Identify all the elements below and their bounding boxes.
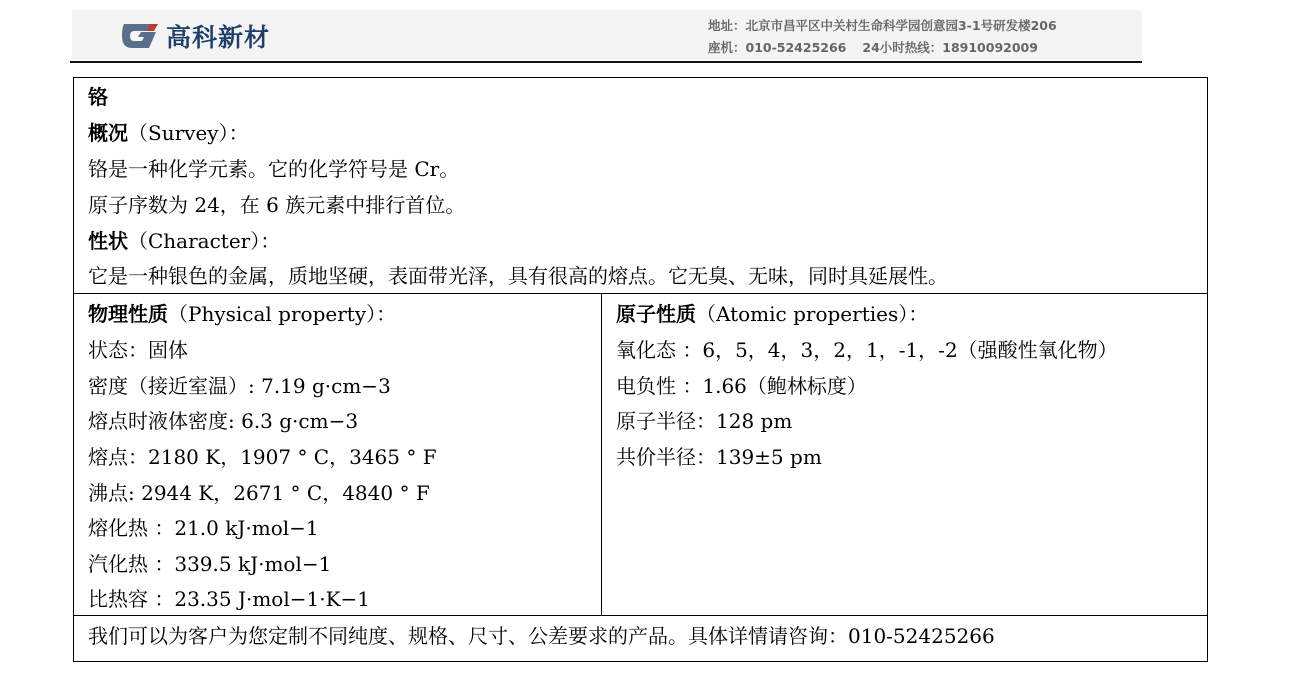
physical-row: 密度（接近室温）: 7.19 g·cm−3 <box>88 374 391 398</box>
physical-row: 汽化热 ：339.5 kJ·mol−1 <box>88 552 332 576</box>
phone-line <box>708 37 1057 59</box>
physical-row: 熔点：2180 K，1907 ° C，3465 ° F <box>88 445 437 469</box>
physical-row: 熔点时液体密度: 6.3 g·cm−3 <box>88 409 359 433</box>
brand-logo <box>120 18 270 54</box>
survey-line: 原子序数为 24，在 6 族元素中排行首位。 <box>88 193 466 217</box>
atomic-row: 氧化态 ：6，5，4，3，2，1，-1，-2（强酸性氧化物） <box>616 338 1118 362</box>
hotline-text: 24小时热线：18910092009 <box>862 40 1038 55</box>
physical-heading: 物理性质（Physical property）： <box>88 302 397 326</box>
physical-row: 状态：固体 <box>88 338 188 362</box>
element-name: 铬 <box>88 85 108 109</box>
atomic-row: 电负性 ：1.66（鲍林标度） <box>616 374 867 398</box>
address-text: 地址：北京市昌平区中关村生命科学园创意园3-1号研发楼206 <box>708 18 1057 33</box>
physical-row: 熔化热 ：21.0 kJ·mol−1 <box>88 516 319 540</box>
brand-name: 高科新材 <box>166 23 271 52</box>
physical-row: 比热容 ：23.35 J·mol−1·K−1 <box>88 587 371 611</box>
intro-section <box>74 78 1207 294</box>
header-divider <box>70 61 1142 63</box>
survey-heading: 概况（Survey）： <box>88 121 249 145</box>
product-sheet-table <box>73 77 1208 662</box>
physical-row: 沸点: 2944 K，2671 ° C，4840 ° F <box>88 481 430 505</box>
atomic-heading: 原子性质（Atomic properties）： <box>616 302 929 326</box>
character-line: 它是一种银色的金属，质地坚硬，表面带光泽，具有很高的熔点。它无臭、无味，同时具延展性。 <box>88 264 948 288</box>
character-heading: 性状（Character）： <box>88 229 281 253</box>
physical-properties-cell <box>74 294 602 615</box>
brand-logo-icon <box>120 20 160 52</box>
atomic-row: 共价半径：139±5 pm <box>616 445 822 469</box>
contact-info <box>708 15 1057 59</box>
contact-footer: 我们可以为客户为您定制不同纯度、规格、尺寸、公差要求的产品。具体详情请咨询：010-52425266 <box>88 624 995 648</box>
page-header <box>72 10 1142 60</box>
landline-text: 座机：010-52425266 <box>708 40 847 55</box>
properties-section <box>74 294 1207 616</box>
atomic-row: 原子半径：128 pm <box>616 409 793 433</box>
survey-line: 铬是一种化学元素。它的化学符号是 Cr。 <box>88 157 460 181</box>
atomic-properties-cell <box>602 294 1207 615</box>
